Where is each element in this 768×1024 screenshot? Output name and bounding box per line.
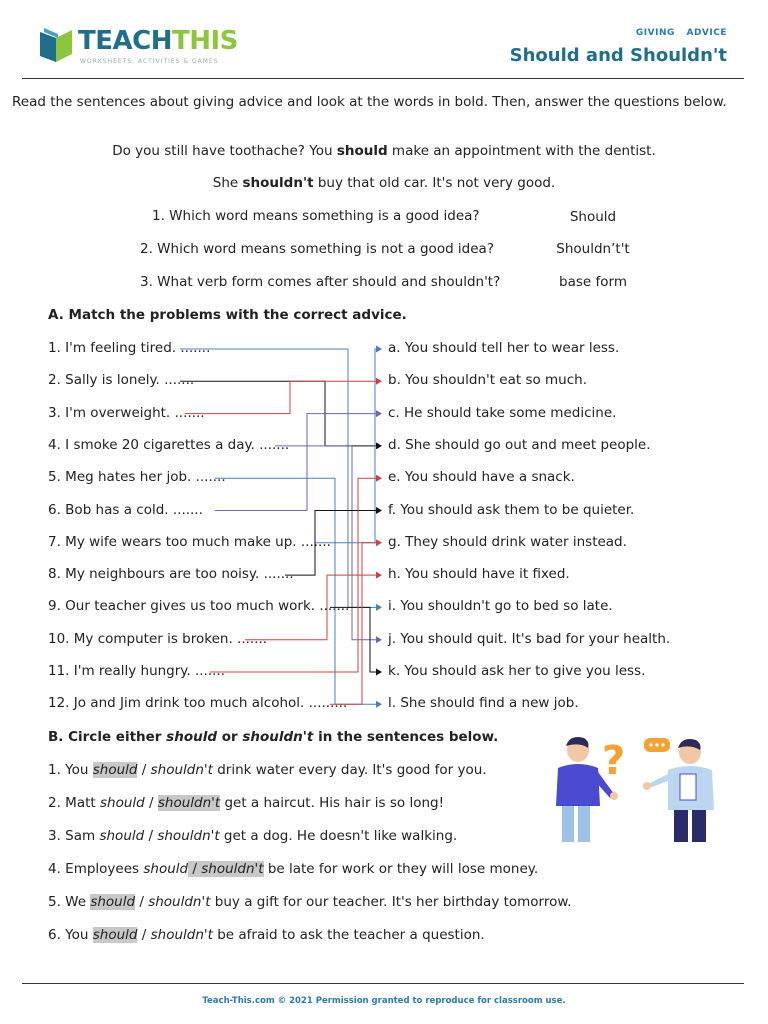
- section-b-heading: [48, 729, 498, 746]
- sentence-prefix: 6. You: [48, 927, 93, 943]
- option-should[interactable]: should: [99, 795, 145, 811]
- advice-item: i. You shouldn't go to bed so late.: [388, 598, 613, 615]
- circle-sentence: [48, 795, 444, 812]
- option-shouldnt[interactable]: shouldn't: [157, 795, 221, 811]
- question-1: 1. Which word means something is a good idea?: [152, 208, 480, 224]
- problem-item: 6. Bob has a cold. .......: [48, 501, 203, 518]
- question-3: 3. What verb form comes after should and shouldn't?: [140, 274, 501, 290]
- option-separator: /: [137, 927, 151, 943]
- sentence-suffix: drink water every day. It's good for you.: [212, 762, 487, 778]
- answer-1: Should: [569, 209, 617, 225]
- option-shouldnt[interactable]: shouldn't: [150, 762, 213, 778]
- sentence-prefix: 3. Sam: [48, 828, 100, 844]
- sentence-suffix: get a dog. He doesn't like walking.: [219, 828, 458, 844]
- section-b-heading-should: should: [166, 729, 217, 745]
- sentence-suffix: be afraid to ask the teacher a question.: [212, 927, 485, 943]
- problem-item: 8. My neighbours are too noisy. .......: [48, 566, 294, 583]
- option-separator: /: [135, 894, 149, 910]
- answer-2: Shouldn’t't: [556, 241, 630, 257]
- advice-item: a. You should tell her to wear less.: [388, 340, 620, 356]
- match-line: [185, 381, 376, 413]
- advice-item: g. They should drink water instead.: [388, 533, 627, 550]
- question-2: 2. Which word means something is not a good idea?: [140, 241, 494, 257]
- option-shouldnt[interactable]: shouldn't: [148, 894, 211, 910]
- intro-text: Read the sentences about giving advice and look at the words in bold. Then, answer the questions below.: [12, 94, 727, 110]
- question-mark-icon: ?: [602, 738, 626, 784]
- problem-item: 2. Sally is lonely. .......: [48, 372, 195, 389]
- problem-item: 3. I'm overweight. .......: [48, 404, 205, 421]
- match-arrowhead: [376, 572, 382, 579]
- sentence-suffix: get a haircut. His hair is so long!: [220, 795, 445, 811]
- option-separator: /: [144, 795, 158, 811]
- section-b-heading-shouldnt: shouldn't: [242, 729, 314, 745]
- match-arrowhead: [376, 346, 382, 353]
- option-shouldnt[interactable]: shouldn't: [157, 828, 220, 844]
- option-separator: /: [188, 861, 202, 877]
- problem-item: 9. Our teacher gives us too much work. .......: [48, 598, 350, 615]
- logo-this: THIS: [171, 26, 238, 56]
- advice-item: j. You should quit. It's bad for your health.: [388, 630, 671, 647]
- topic-label: GIVING ADVICE: [635, 28, 727, 38]
- sentence-suffix: be late for work or they will lose money.: [263, 861, 539, 877]
- section-b-heading-post: in the sentences below.: [313, 729, 499, 745]
- example-2-before: She: [212, 175, 243, 191]
- example-1-before: Do you still have toothache? You: [112, 143, 337, 159]
- page-title: Should and Shouldn't: [509, 45, 727, 66]
- section-b-heading-or: or: [217, 729, 243, 745]
- advice-item: k. You should ask her to give you less.: [388, 663, 646, 679]
- circle-sentence: [48, 894, 571, 911]
- match-arrowhead: [376, 636, 382, 643]
- match-arrowhead: [376, 604, 382, 611]
- match-arrowhead: [376, 410, 382, 417]
- problem-item: 5. Meg hates her job. .......: [48, 469, 226, 486]
- match-arrowhead: [376, 507, 382, 514]
- sentence-prefix: 5. We: [48, 894, 91, 910]
- option-should[interactable]: should: [143, 861, 189, 877]
- advice-item: c. He should take some medicine.: [388, 404, 617, 421]
- circle-sentence: [48, 828, 457, 845]
- problem-item: 10. My computer is broken. .......: [48, 630, 268, 647]
- circle-sentence: [48, 861, 538, 878]
- section-b-heading-pre: B. Circle either: [48, 729, 167, 745]
- circle-sentence: [48, 762, 487, 779]
- option-should[interactable]: should: [99, 828, 145, 844]
- example-2-bold: shouldn't: [242, 175, 314, 191]
- problem-item: 7. My wife wears too much make up. .......: [48, 533, 331, 550]
- match-arrowhead: [376, 378, 382, 385]
- answer-3: base form: [559, 274, 627, 290]
- match-line: [330, 543, 376, 705]
- match-arrowhead: [376, 539, 382, 546]
- advice-item: h. You should have it fixed.: [388, 566, 570, 583]
- logo-tagline: WORKSHEETS, ACTIVITIES & GAMES: [80, 58, 219, 65]
- sentence-prefix: 2. Matt: [48, 795, 100, 811]
- option-should[interactable]: should: [92, 762, 138, 778]
- option-separator: /: [144, 828, 158, 844]
- logo-teach: TEACH: [78, 26, 172, 56]
- example-2-after: buy that old car. It's not very good.: [313, 175, 556, 191]
- advice-item: d. She should go out and meet people.: [388, 436, 651, 453]
- advice-item: l. She should find a new job.: [388, 695, 579, 712]
- sentence-prefix: 4. Employees: [48, 861, 144, 877]
- advice-item: f. You should ask them to be quieter.: [388, 501, 635, 518]
- problem-item: 12. Jo and Jim drink too much alcohol. .........: [48, 695, 348, 712]
- option-shouldnt[interactable]: shouldn't: [201, 861, 264, 877]
- problem-item: 11. I'm really hungry. .......: [48, 663, 225, 679]
- option-shouldnt[interactable]: shouldn't: [150, 927, 213, 943]
- problem-item: 4. I smoke 20 cigarettes a day. .......: [48, 436, 290, 453]
- match-arrowhead: [376, 701, 382, 708]
- two-people-illustration: [540, 734, 730, 844]
- match-arrowhead: [376, 475, 382, 482]
- example-1-after: make an appointment with the dentist.: [387, 143, 656, 159]
- sentence-prefix: 1. You: [48, 762, 93, 778]
- circle-sentence: [48, 927, 485, 944]
- advice-item: e. You should have a snack.: [388, 469, 575, 486]
- advice-item: b. You shouldn't eat so much.: [388, 372, 588, 389]
- option-separator: /: [137, 762, 151, 778]
- match-arrowhead: [376, 669, 382, 676]
- footer-text: Teach-This.com © 2021 Permission granted to reproduce for classroom use.: [202, 996, 566, 1006]
- match-arrowhead: [376, 442, 382, 449]
- example-1-bold: should: [336, 143, 388, 159]
- sentence-suffix: buy a gift for our teacher. It's her birthday tomorrow.: [210, 894, 572, 910]
- option-should[interactable]: should: [90, 894, 136, 910]
- section-a-heading: A. Match the problems with the correct advice.: [48, 307, 407, 323]
- option-should[interactable]: should: [92, 927, 138, 943]
- footer-divider: [22, 983, 744, 984]
- problem-item: 1. I'm feeling tired. .......: [48, 340, 211, 356]
